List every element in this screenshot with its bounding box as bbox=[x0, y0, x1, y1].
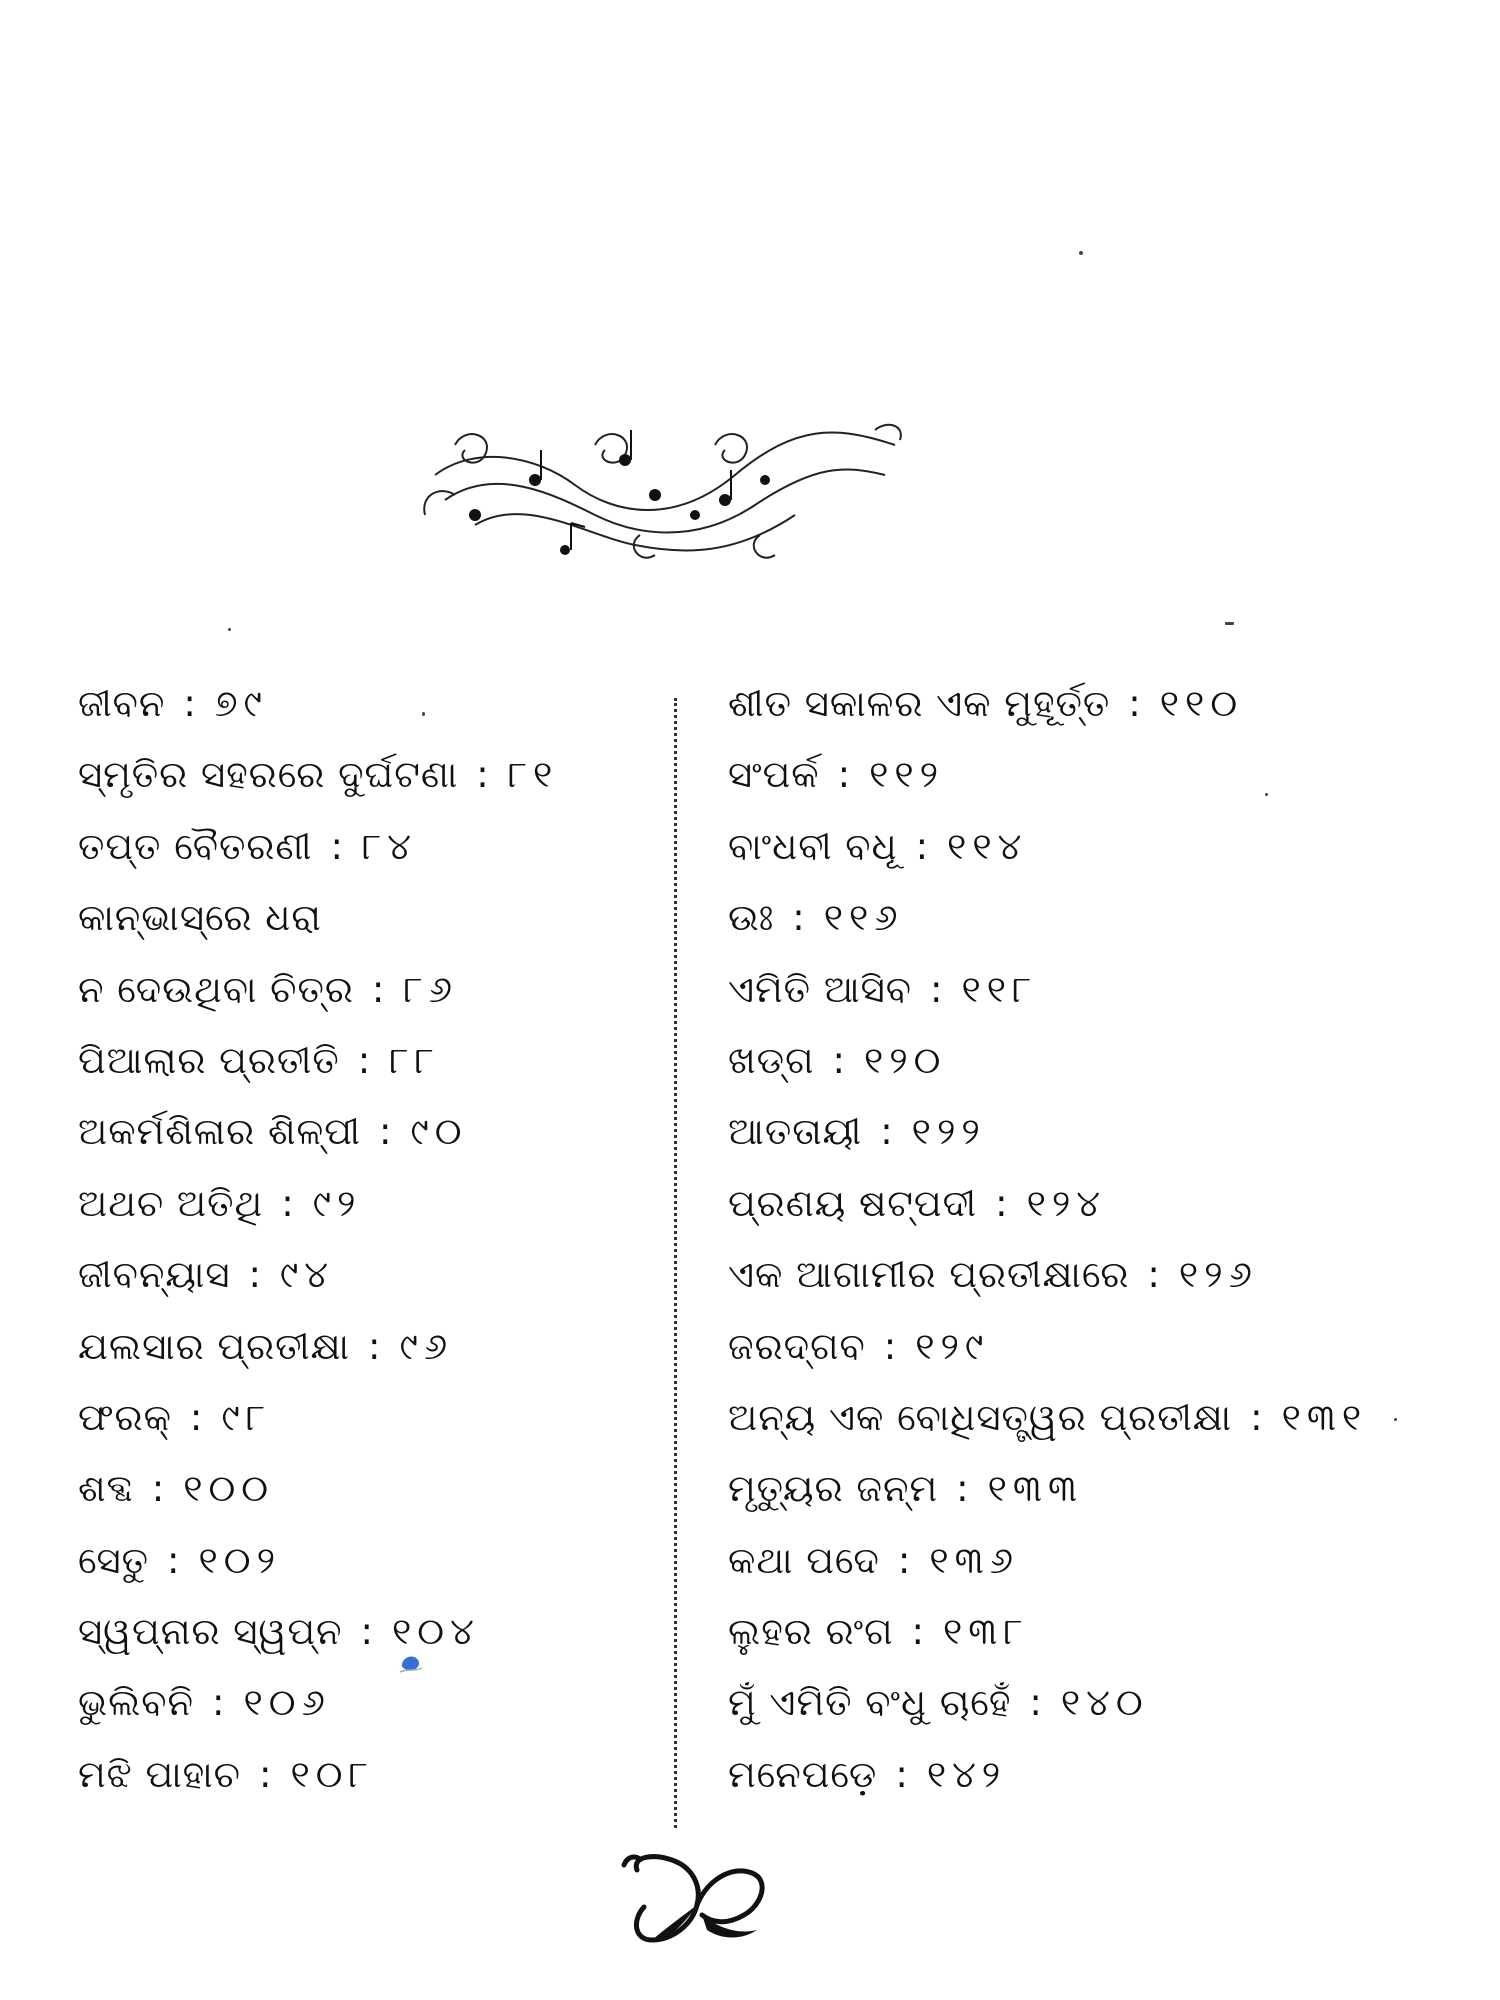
toc-column-right bbox=[728, 668, 1428, 1810]
toc-entry bbox=[728, 1311, 1428, 1382]
toc-entry-title: ମଝି ପାହାଚ bbox=[78, 1752, 241, 1796]
toc-entry-separator: : bbox=[883, 1324, 898, 1368]
toc-entry-separator: : bbox=[259, 1752, 273, 1796]
toc-entry-title: ଜୀବନ୍ୟାସ bbox=[78, 1253, 231, 1297]
toc-entry-separator: : bbox=[183, 682, 197, 725]
toc-entry-page-number: ୧୩୩ bbox=[987, 1467, 1084, 1511]
toc-entry bbox=[78, 1239, 638, 1310]
dotted-divider bbox=[674, 698, 677, 1828]
toc-entry-title: ଶୀତ ସକାଳର ଏକ ମୁହୂର୍ତ୍ତ bbox=[728, 682, 1111, 725]
toc-entry-title: ସଂପର୍କ bbox=[728, 753, 820, 797]
print-speck bbox=[1225, 622, 1234, 625]
toc-entry-title: ତପ୍ତ ବୈତରଣୀ bbox=[78, 824, 313, 868]
toc-entry-title: ଉଃ bbox=[728, 896, 775, 940]
toc-entry bbox=[728, 1525, 1428, 1596]
toc-entry-separator: : bbox=[1147, 1253, 1161, 1297]
toc-entry-title: ଏକ ଆଗାମୀର ପ୍ରତୀକ୍ଷାରେ bbox=[728, 1253, 1130, 1297]
toc-entry-page-number: ୧୦୮ bbox=[290, 1752, 374, 1796]
toc-entry-separator: : bbox=[930, 967, 944, 1011]
toc-entry-separator: : bbox=[476, 753, 490, 797]
toc-entry-page-number: ୮୬ bbox=[403, 967, 458, 1011]
butterfly-icon bbox=[612, 1845, 782, 1955]
toc-entry-separator: : bbox=[212, 1681, 226, 1725]
toc-entry-title: କଥା ପଦେ bbox=[728, 1538, 880, 1582]
toc-entry-title: ସ୍ୱପ୍ନାର ସ୍ୱପ୍ନ bbox=[78, 1610, 343, 1654]
toc-entry bbox=[78, 739, 638, 810]
toc-entry-separator: : bbox=[378, 1110, 393, 1154]
swirl-vine-with-music-notes-icon bbox=[415, 405, 915, 595]
toc-entry-page-number: ୧୧୬ bbox=[823, 896, 904, 940]
toc-entry bbox=[728, 1382, 1428, 1453]
toc-entry-page-number: ୮୮ bbox=[389, 1038, 440, 1082]
print-speck bbox=[1394, 1418, 1397, 1421]
toc-entry-separator: : bbox=[995, 1181, 1009, 1225]
toc-entry-page-number: ୧୩୮ bbox=[943, 1610, 1029, 1654]
toc-entry bbox=[78, 1525, 638, 1596]
toc-entry-title: ନ ଦେଉଥିବା ଚିତ୍ର bbox=[78, 967, 354, 1011]
toc-entry-separator: : bbox=[248, 1253, 262, 1297]
table-of-contents bbox=[0, 668, 1500, 1818]
toc-entry-page-number: ୯୬ bbox=[399, 1324, 454, 1368]
toc-entry-separator: : bbox=[371, 967, 386, 1011]
toc-entry-separator: : bbox=[897, 1538, 912, 1582]
toc-entry bbox=[728, 1739, 1428, 1810]
toc-entry-separator: : bbox=[911, 1610, 926, 1654]
toc-entry-page-number: ୯୪ bbox=[279, 1253, 335, 1297]
toc-entry-title: ଆତତାୟୀ bbox=[728, 1110, 863, 1154]
toc-entry-separator: : bbox=[792, 896, 806, 940]
toc-entry-page-number: ୧୩୧ bbox=[1281, 1395, 1368, 1439]
toc-entry-title: ବାଂଧବୀ ବଧୂ bbox=[728, 824, 898, 868]
toc-entry bbox=[728, 954, 1428, 1025]
toc-entry-separator: : bbox=[956, 1467, 970, 1511]
toc-entry-page-number: ୧୨୪ bbox=[1026, 1181, 1107, 1225]
toc-entry-title: ଭୁଲିବନି bbox=[78, 1681, 195, 1725]
toc-entry bbox=[78, 954, 638, 1025]
toc-entry bbox=[78, 882, 638, 953]
toc-entry bbox=[78, 1739, 638, 1810]
toc-column-left bbox=[78, 668, 638, 1810]
toc-entry bbox=[78, 1382, 638, 1453]
toc-entry-page-number: ୮୪ bbox=[361, 824, 417, 868]
toc-entry-page-number: ୮୧ bbox=[507, 753, 559, 797]
toc-entry-separator: : bbox=[880, 1110, 894, 1154]
toc-entry bbox=[78, 1096, 638, 1167]
toc-entry-title: ଶବ୍ଦ bbox=[78, 1467, 134, 1511]
toc-entry-page-number: ୯୨ bbox=[312, 1181, 362, 1225]
toc-entry-page-number: ୧୦୬ bbox=[243, 1681, 331, 1725]
toc-entry-page-number: ୧୨୦ bbox=[863, 1038, 947, 1082]
toc-entry-page-number: ୭୯ bbox=[214, 682, 268, 725]
toc-entry-page-number: ୧୨୨ bbox=[911, 1110, 986, 1154]
toc-entry-page-number: ୧୧୪ bbox=[947, 824, 1028, 868]
print-speck bbox=[1079, 251, 1083, 255]
toc-entry-title: ଫରକ୍ bbox=[78, 1395, 172, 1439]
toc-entry-title: ଏମିତି ଆସିବ bbox=[728, 967, 913, 1011]
toc-entry bbox=[78, 668, 638, 739]
toc-entry-page-number: ୧୪୨ bbox=[926, 1752, 1007, 1796]
toc-entry-separator: : bbox=[151, 1467, 166, 1511]
toc-entry-title: ଅକର୍ମଶିଳାର ଶିଳ୍ପୀ bbox=[78, 1110, 361, 1154]
toc-entry-title: ଜରଦ୍‌ଗବ bbox=[728, 1324, 866, 1368]
toc-entry bbox=[728, 1667, 1428, 1738]
toc-entry-separator: : bbox=[1250, 1395, 1264, 1439]
toc-entry bbox=[728, 882, 1428, 953]
toc-entry bbox=[78, 1667, 638, 1738]
toc-entry-title: ପ୍ରଣୟ ଷଟ୍‌ପଦୀ bbox=[728, 1181, 978, 1225]
toc-entry-separator: : bbox=[1128, 682, 1142, 725]
toc-entry-separator: : bbox=[189, 1395, 204, 1439]
toc-entry bbox=[728, 1239, 1428, 1310]
toc-entry bbox=[78, 1453, 638, 1524]
print-speck bbox=[228, 628, 231, 631]
toc-entry bbox=[728, 739, 1428, 810]
toc-entry-separator: : bbox=[281, 1181, 295, 1225]
toc-entry bbox=[728, 1025, 1428, 1096]
toc-entry-separator: : bbox=[837, 753, 852, 797]
toc-entry bbox=[78, 811, 638, 882]
toc-entry-title: ଯଲସାର ପ୍ରତୀକ୍ଷା bbox=[78, 1324, 350, 1368]
blue-ink-smudge bbox=[398, 1652, 424, 1674]
toc-entry-page-number: ୧୦୦ bbox=[183, 1467, 275, 1511]
toc-entry-page-number: ୧୧୮ bbox=[961, 967, 1038, 1011]
toc-entry-page-number: ୧୦୨ bbox=[198, 1538, 282, 1582]
toc-entry-page-number: ୧୨୯ bbox=[915, 1324, 990, 1368]
toc-entry-separator: : bbox=[330, 824, 344, 868]
toc-entry-page-number: ୧୨୬ bbox=[1178, 1253, 1258, 1297]
toc-entry-title: ଲୁହର ରଂଗ bbox=[728, 1610, 894, 1654]
toc-entry bbox=[78, 1311, 638, 1382]
toc-entry-title: ସେତୁ bbox=[78, 1538, 150, 1582]
toc-entry-separator: : bbox=[360, 1610, 374, 1654]
toc-entry-separator: : bbox=[1029, 1681, 1043, 1725]
toc-entry bbox=[728, 1168, 1428, 1239]
print-speck bbox=[1265, 793, 1268, 796]
toc-entry-title: ମନେପଡ଼େ bbox=[728, 1752, 878, 1796]
toc-entry-title: ସ୍ମୃତିର ସହରରେ ଦୁର୍ଘଟଣା bbox=[78, 753, 459, 797]
toc-entry-title: ପିଆଲାର ପ୍ରତୀତି bbox=[78, 1038, 340, 1082]
toc-entry bbox=[728, 1096, 1428, 1167]
toc-entry-separator: : bbox=[895, 1752, 909, 1796]
toc-entry-separator: : bbox=[915, 824, 930, 868]
toc-entry bbox=[728, 811, 1428, 882]
toc-entry-separator: : bbox=[367, 1324, 382, 1368]
toc-entry bbox=[728, 1596, 1428, 1667]
toc-entry-title: କାନ୍‌ଭାସ୍‌ରେ ଧରା bbox=[78, 896, 322, 940]
print-speck bbox=[422, 712, 425, 716]
toc-entry-page-number: ୧୧୦ bbox=[1159, 682, 1244, 725]
toc-entry-page-number: ୧୦୪ bbox=[392, 1610, 480, 1654]
toc-entry-page-number: ୯୮ bbox=[221, 1395, 272, 1439]
toc-entry bbox=[728, 1453, 1428, 1524]
toc-entry-page-number: ୧୧୨ bbox=[869, 753, 945, 797]
toc-entry-page-number: ୧୩୬ bbox=[929, 1538, 1019, 1582]
toc-entry-page-number: ୯୦ bbox=[410, 1110, 468, 1154]
toc-entry bbox=[78, 1168, 638, 1239]
toc-entry bbox=[78, 1596, 638, 1667]
toc-entry-title: ମୃତ୍ୟୁର ଜନ୍ମ bbox=[728, 1467, 939, 1511]
toc-entry-title: ଅନ୍ୟ ଏକ ବୋଧିସତ୍ତ୍ୱର ପ୍ରତୀକ୍ଷା bbox=[728, 1395, 1233, 1439]
toc-entry bbox=[78, 1025, 638, 1096]
toc-entry-separator: : bbox=[832, 1038, 846, 1082]
toc-entry-separator: : bbox=[167, 1538, 181, 1582]
toc-entry-title: ଅଥଚ ଅତିଥି bbox=[78, 1181, 264, 1225]
toc-entry-page-number: ୧୪୦ bbox=[1060, 1681, 1149, 1725]
toc-entry-separator: : bbox=[357, 1038, 372, 1082]
toc-entry bbox=[728, 668, 1428, 739]
toc-entry-title: ଖଡ୍‌ଗ bbox=[728, 1038, 815, 1082]
toc-entry-title: ମୁଁ ଏମିତି ବଂଧୁ ଚାହେଁ bbox=[728, 1681, 1012, 1725]
toc-entry-title: ଜୀବନ bbox=[78, 682, 166, 725]
